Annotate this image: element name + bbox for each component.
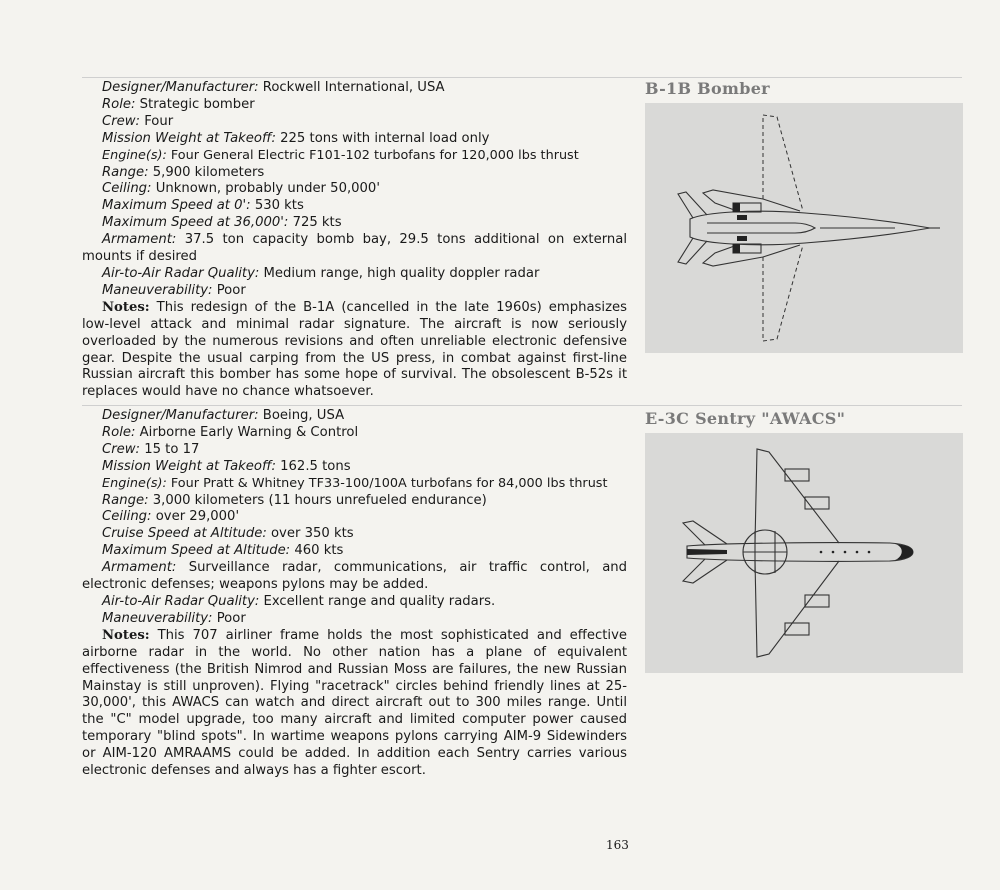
- notes-label: Notes:: [102, 299, 150, 315]
- notes-text: This redesign of the B-1A (cancelled in the late 1960s) emphasizes low-level attack and minimal radar signature. The aircraft is now seriously overloaded by the numerous revisions and often unreliable electronic defensive gear. Despite the usual carping from the US press, in combat against first-line Russian aircraft this bomber has some hope of survival. The obsolescent B-52s it replaces would have no chance whatsoever.: [82, 299, 627, 400]
- spec-field: [82, 509, 627, 526]
- spec-value: over 350 kts: [270, 526, 354, 542]
- spec-label: Armament:: [102, 232, 177, 248]
- b1b-heading: B-1B Bomber: [645, 79, 770, 98]
- notes-text: This 707 airliner frame holds the most sophisticated and effective airborne radar in the world. No other nation has a plane of equivalent effectiveness (the British Nimrod and Russian Moss are failures, the new Russian Mainstay is still unproven). Flying "racetrack" circles behind friendly lines at 25-30,000', this AWACS can watch and direct aircraft out to 300 miles range. Until the "C" model upgrade, too many aircraft and limited computer power caused temporary "blind spots". In wartime weapons pylons carrying AIM-9 Sidewinders or AIM-120 AMRAAMS could be added. In addition each Sentry carries various electronic defenses and always has a fighter escort.: [82, 627, 627, 779]
- spec-field: [82, 408, 627, 425]
- spec-value: Boeing, USA: [262, 408, 345, 423]
- spec-value: 3,000 kilometers (11 hours unrefueled endurance): [152, 492, 487, 508]
- spec-field: [82, 80, 627, 97]
- spec-label: Mission Weight at Takeoff:: [102, 458, 276, 474]
- spec-label: Designer/Manufacturer:: [102, 408, 259, 423]
- b1b-bomber-illustration: [645, 103, 963, 353]
- spec-value: Poor: [216, 282, 246, 298]
- spec-value: 460 kts: [294, 543, 344, 559]
- spec-label: Crew:: [102, 113, 140, 129]
- spec-value: 15 to 17: [144, 441, 200, 457]
- spec-label: Range:: [102, 164, 149, 180]
- e3c-heading: E-3C Sentry "AWACS": [645, 409, 846, 428]
- spec-label: Cruise Speed at Altitude:: [102, 526, 267, 542]
- spec-field: [82, 594, 627, 611]
- spec-value: Strategic bomber: [139, 96, 255, 112]
- spec-label: Armament:: [102, 560, 177, 576]
- top-rule: [82, 77, 962, 78]
- spec-label: Role:: [102, 96, 136, 112]
- spec-value: Unknown, probably under 50,000': [155, 181, 380, 197]
- spec-value: Poor: [216, 610, 246, 626]
- page-number: 163: [606, 838, 629, 852]
- spec-value: 5,900 kilometers: [152, 164, 265, 180]
- b1b-spec-entry: [82, 80, 627, 401]
- spec-field: [82, 476, 627, 493]
- spec-label: Crew:: [102, 441, 140, 457]
- spec-field: [82, 266, 627, 283]
- spec-label: Maximum Speed at Altitude:: [102, 543, 291, 559]
- spec-field: [82, 165, 627, 182]
- spec-value: 37.5 ton capacity bomb bay, 29.5 tons additional on external mounts if desired: [82, 232, 627, 265]
- spec-value: 530 kts: [254, 198, 304, 214]
- spec-field: [82, 114, 627, 131]
- e3c-spec-entry: [82, 408, 627, 780]
- spec-value: Four Pratt & Whitney TF33-100/100A turbofans for 84,000 lbs thrust: [170, 475, 608, 491]
- section-divider: [82, 405, 962, 406]
- spec-field: [82, 148, 627, 165]
- spec-field: [82, 181, 627, 198]
- spec-field: [82, 493, 627, 510]
- spec-label: Ceiling:: [102, 181, 152, 197]
- spec-field: [82, 215, 627, 232]
- spec-field: [82, 425, 627, 442]
- spec-field: [82, 131, 627, 148]
- spec-field: [82, 442, 627, 459]
- spec-field: [82, 459, 627, 476]
- spec-value: Four General Electric F101-102 turbofans for 120,000 lbs thrust: [170, 147, 579, 163]
- spec-label: Air-to-Air Radar Quality:: [102, 265, 260, 281]
- spec-field: [82, 97, 627, 114]
- spec-value: Medium range, high quality doppler radar: [263, 265, 540, 281]
- spec-label: Air-to-Air Radar Quality:: [102, 593, 260, 609]
- spec-label: Maximum Speed at 0':: [102, 198, 251, 214]
- spec-value: 162.5 tons: [280, 458, 351, 474]
- spec-label: Maximum Speed at 36,000':: [102, 215, 289, 231]
- spec-value: 725 kts: [292, 215, 342, 231]
- spec-field: [82, 198, 627, 215]
- spec-field: [82, 283, 627, 300]
- spec-label: Range:: [102, 492, 149, 508]
- notes-paragraph: [82, 628, 627, 780]
- spec-label: Designer/Manufacturer:: [102, 80, 259, 95]
- spec-label: Engine(s):: [102, 475, 167, 491]
- spec-value: over 29,000': [155, 509, 240, 525]
- spec-field: [82, 232, 627, 266]
- spec-label: Ceiling:: [102, 509, 152, 525]
- spec-label: Role:: [102, 424, 136, 440]
- spec-value: Surveillance radar, communications, air traffic control, and electronic defenses; weapons pylons may be added.: [82, 560, 628, 593]
- spec-label: Mission Weight at Takeoff:: [102, 130, 276, 146]
- spec-label: Maneuverability:: [102, 282, 213, 298]
- spec-value: Rockwell International, USA: [262, 80, 445, 95]
- spec-field: [82, 611, 627, 628]
- spec-label: Engine(s):: [102, 147, 167, 163]
- spec-label: Maneuverability:: [102, 610, 213, 626]
- spec-field: [82, 543, 627, 560]
- spec-value: Airborne Early Warning & Control: [139, 424, 359, 440]
- spec-field: [82, 526, 627, 543]
- notes-paragraph: [82, 300, 627, 401]
- spec-field: [82, 560, 627, 594]
- spec-value: Four: [144, 113, 174, 129]
- spec-value: Excellent range and quality radars.: [263, 593, 496, 609]
- notes-label: Notes:: [102, 627, 150, 643]
- e3c-sentry-illustration: [645, 433, 963, 673]
- spec-value: 225 tons with internal load only: [280, 130, 490, 146]
